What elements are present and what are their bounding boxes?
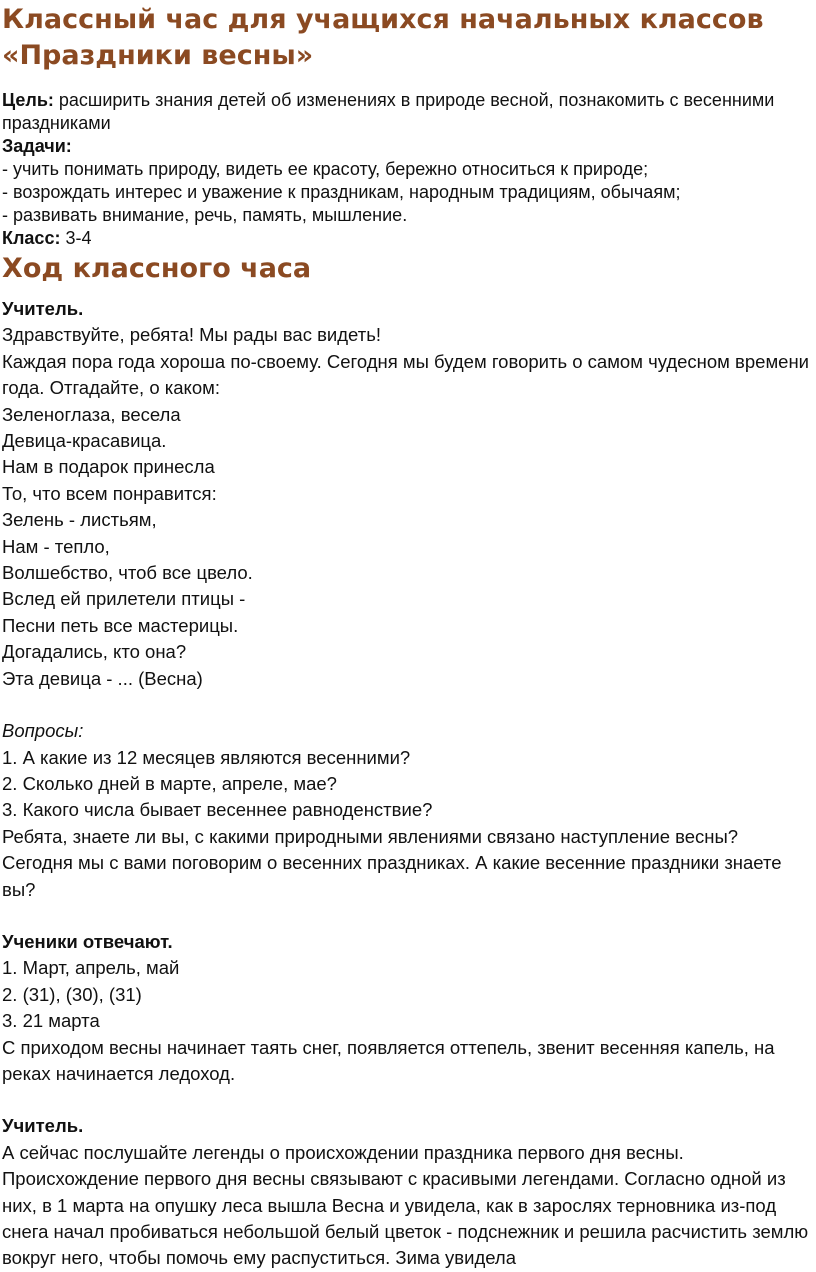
tasks-label xyxy=(2,135,814,158)
lesson-body xyxy=(2,296,814,1272)
task-item: - возрождать интерес и уважение к праздникам, народным традициям, обычаям; xyxy=(2,182,681,202)
question-item: 3. Какого числа бывает весеннее равноденствие? xyxy=(2,799,433,821)
poem-line: Догадались, кто она? xyxy=(2,641,187,663)
students-text: С приходом весны начинает таять снег, появляется оттепель, звенит весенняя капель, на реках начинается ледоход. xyxy=(2,1036,775,1084)
teacher-intro: Каждая пора года хороша по-своему. Сегодня мы будем говорить о самом чудесном времени года. Отгадайте, о каком: xyxy=(2,350,809,399)
spacer xyxy=(2,1087,814,1113)
spacer xyxy=(2,692,814,718)
poem-line: Нам - тепло, xyxy=(2,535,110,557)
poem-line: Зеленоглаза, весела xyxy=(2,403,181,425)
poem-line: Эта девица - ... (Весна) xyxy=(2,667,203,689)
poem-line: Песни петь все мастерицы. xyxy=(2,614,239,636)
grade-label: Класс: xyxy=(2,228,61,248)
teacher-text: Происхождение первого дня весны связывают с красивыми легендами. Согласно одной из них, в 1 марта на опушку леса вышла Весна и увидела, как в зарослях терновника из-под снега начал пробиваться небольшой белый цветок - подснежник и решила расчистить землю вокруг него, чтобы помочь ему распуститься. Зима увидела xyxy=(2,1168,809,1269)
tasks-label-text: Задачи: xyxy=(2,136,72,156)
teacher-greeting: Здравствуйте, ребята! Мы рады вас видеть! xyxy=(2,324,381,346)
questions-text: Ребята, знаете ли вы, с какими природными явлениями связано наступление весны? xyxy=(2,825,739,847)
answer-item: 1. Март, апрель, май xyxy=(2,957,180,979)
task-item: - развивать внимание, речь, память, мышление. xyxy=(2,205,408,225)
poem-line: Нам в подарок принесла xyxy=(2,456,215,478)
questions-text: Сегодня мы с вами поговорим о весенних праздниках. А какие весенние праздники знаете вы? xyxy=(2,852,782,900)
poem-line: Зелень - листьям, xyxy=(2,509,157,531)
goal-text: расширить знания детей об изменениях в природе весной, познакомить с весенними праздниками xyxy=(2,90,775,133)
answer-item: 3. 21 марта xyxy=(2,1010,100,1032)
document-title: Классный час для учащихся начальных классов «Праздники весны» xyxy=(2,4,764,71)
spacer xyxy=(2,903,814,929)
grade-paragraph xyxy=(2,227,814,250)
question-item: 1. А какие из 12 месяцев являются весенними? xyxy=(2,746,411,768)
answer-item: 2. (31), (30), (31) xyxy=(2,983,142,1005)
poem-line: Волшебство, чтоб все цвело. xyxy=(2,562,253,584)
speaker-teacher: Учитель. xyxy=(2,1115,84,1137)
teacher-text: А сейчас послушайте легенды о происхождении праздника первого дня весны. xyxy=(2,1141,684,1163)
speaker-students: Ученики отвечают. xyxy=(2,930,173,952)
goal-paragraph xyxy=(2,89,814,135)
goal-label: Цель: xyxy=(2,90,54,110)
grade-value: 3-4 xyxy=(60,228,92,248)
task-item: - учить понимать природу, видеть ее красоту, бережно относиться к природе; xyxy=(2,159,649,179)
questions-label: Вопросы: xyxy=(2,720,84,742)
speaker-teacher: Учитель. xyxy=(2,298,84,319)
poem-line: То, что всем понравится: xyxy=(2,482,217,504)
poem-line: Вслед ей прилетели птицы - xyxy=(2,588,246,610)
question-item: 2. Сколько дней в марте, апреле, мае? xyxy=(2,772,337,794)
section-title: Ход классного часа xyxy=(2,253,312,284)
intro-block xyxy=(2,89,814,250)
poem-line: Девица-красавица. xyxy=(2,430,167,452)
